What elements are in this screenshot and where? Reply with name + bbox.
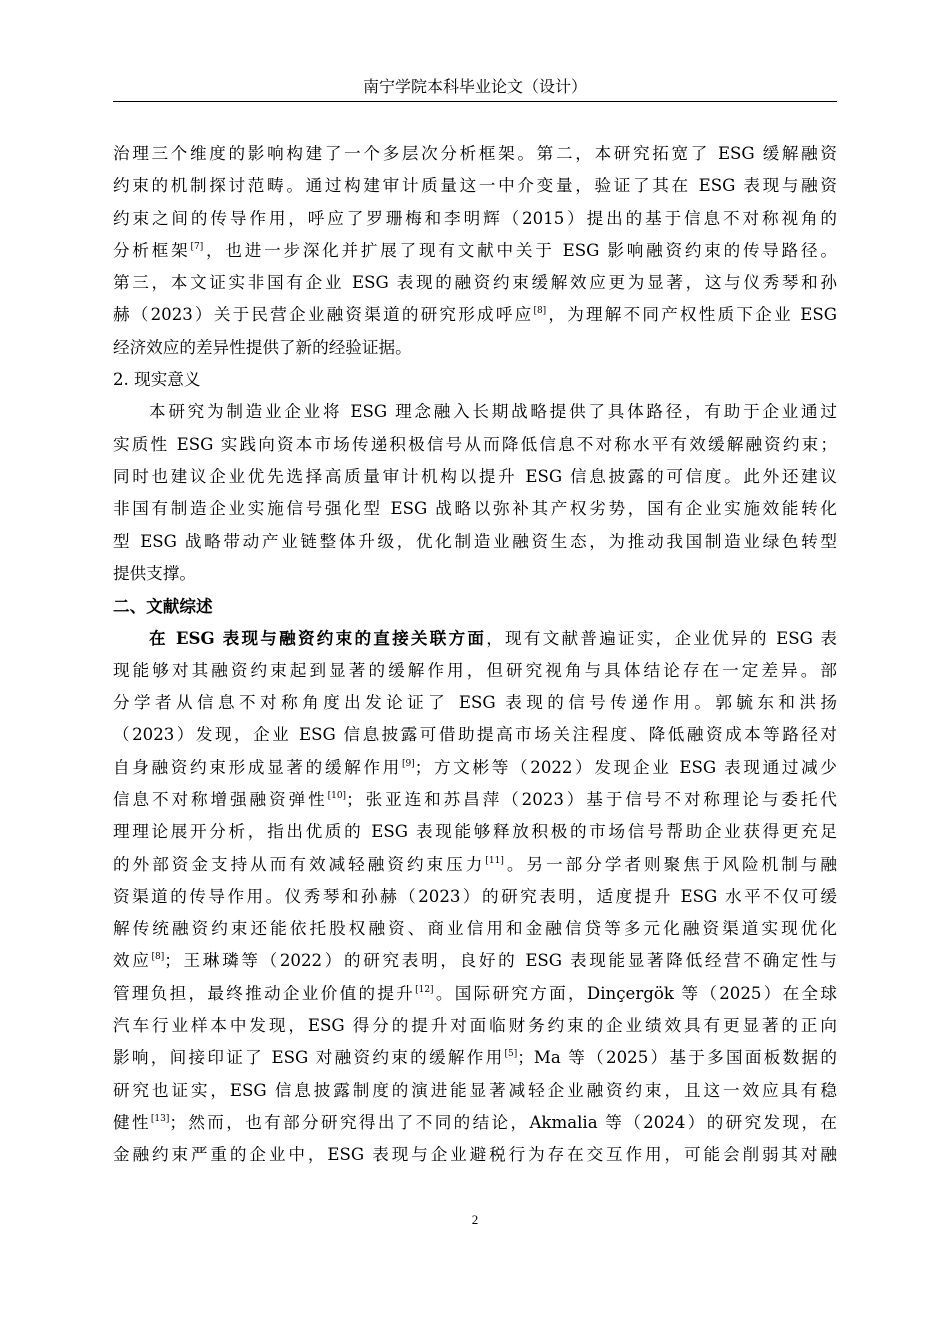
paragraph-line: 分析框架[7]，也进一步深化并扩展了现有文献中关于 ESG 影响融资约束的传导路径。 xyxy=(113,240,837,260)
citation-ref: [13] xyxy=(150,1113,170,1124)
paragraph-line: 本研究为制造业企业将 ESG 理念融入长期战略提供了具体路径，有助于企业通过 xyxy=(149,402,837,422)
paragraph-line: 型 ESG 战略带动产业链整体升级，优化制造业融资生态，为推动我国制造业绿色转型 xyxy=(113,531,837,551)
citation-ref: [9] xyxy=(401,758,415,769)
paragraph-line: 提供支撑。 xyxy=(113,563,196,583)
paragraph-line: 赫（2023）关于民营企业融资渠道的研究形成呼应[8]，为理解不同产权性质下企业 ESG xyxy=(113,305,838,325)
paragraph-line: 经济效应的差异性提供了新的经验证据。 xyxy=(113,337,412,357)
paragraph-line: 金融约束严重的企业中，ESG 表现与企业避税行为存在交互作用，可能会削弱其对融 xyxy=(113,1145,837,1165)
paragraph-line: 约束之间的传导作用，呼应了罗珊梅和李明辉（2015）提出的基于信息不对称视角的 xyxy=(113,208,837,228)
page-number: 2 xyxy=(471,1212,479,1227)
paragraph-line: 约束的机制探讨范畴。通过构建审计质量这一中介变量，验证了其在 ESG 表现与融资 xyxy=(113,176,837,196)
citation-ref: [8] xyxy=(151,952,165,963)
paragraph-line: 解传统融资约束还能依托股权融资、商业信用和金融信贷等多元化融资渠道实现优化 xyxy=(113,919,837,939)
running-header: 南宁学院本科毕业论文（设计） xyxy=(362,77,587,96)
paragraph-line: 健性[13]；然而，也有部分研究得出了不同的结论，Akmalia 等（2024）的研究发现，在 xyxy=(113,1112,837,1132)
citation-ref: [5] xyxy=(504,1049,518,1060)
document-body xyxy=(113,138,837,1172)
paragraph-line: 非国有制造企业实施信号强化型 ESG 战略以弥补其产权劣势，国有企业实施效能转化 xyxy=(113,499,837,519)
header-rule xyxy=(113,101,837,102)
paragraph-line: 理理论展开分析，指出优质的 ESG 表现能够释放积极的市场信号帮助企业获得更充足 xyxy=(113,822,837,842)
paragraph-line: 管理负担，最终推动企业价值的提升[12]。国际研究方面，Dinçergök 等（2025）在全球 xyxy=(113,983,837,1003)
paragraph-line: 效应[8]；王琳璘等（2022）的研究表明，良好的 ESG 表现能显著降低经营不确定性与 xyxy=(113,951,838,971)
paragraph-line: 现能够对其融资约束起到显著的缓解作用，但研究视角与具体结论存在一定差异。部 xyxy=(113,660,837,680)
citation-ref: [7] xyxy=(190,241,204,252)
section-heading: 二、文献综述 xyxy=(113,596,213,617)
paragraph-line: 汽车行业样本中发现，ESG 得分的提升对面临财务约束的企业绩效具有更显著的正向 xyxy=(113,1016,837,1036)
paragraph-line: 的外部资金支持从而有效减轻融资约束压力[11]。另一部分学者则聚焦于风险机制与融 xyxy=(113,854,838,874)
paragraph-line: 分学者从信息不对称角度出发论证了 ESG 表现的信号传递作用。郭毓东和洪扬 xyxy=(113,693,837,713)
paragraph-line: 实质性 ESG 实践向资本市场传递积极信号从而降低信息不对称水平有效缓解融资约束； xyxy=(113,434,837,454)
paragraph-line: 第三，本文证实非国有企业 ESG 表现的融资约束缓解效应更为显著，这与仪秀琴和孙 xyxy=(113,273,837,293)
section-subheading: 2. 现实意义 xyxy=(113,370,201,390)
paragraph-line: 资渠道的传导作用。仪秀琴和孙赫（2023）的研究表明，适度提升 ESG 水平不仅可缓 xyxy=(113,886,837,906)
paragraph-line: 自身融资约束形成显著的缓解作用[9]；方文彬等（2022）发现企业 ESG 表现通过减少 xyxy=(113,757,838,777)
citation-ref: [11] xyxy=(485,855,504,866)
citation-ref: [10] xyxy=(327,790,347,801)
paragraph-line: 在 ESG 表现与融资约束的直接关联方面，现有文献普遍证实，企业优异的 ESG 表 xyxy=(149,628,837,649)
paragraph-line: 研究也证实，ESG 信息披露制度的演进能显著减轻企业融资约束，且这一效应具有稳 xyxy=(113,1080,837,1100)
paragraph-line: 同时也建议企业优先选择高质量审计机构以提升 ESG 信息披露的可信度。此外还建议 xyxy=(113,466,837,486)
paragraph-line: 信息不对称增强融资弹性[10]；张亚连和苏昌萍（2023）基于信号不对称理论与委托代 xyxy=(113,789,837,809)
paragraph-line: 治理三个维度的影响构建了一个多层次分析框架。第二，本研究拓宽了 ESG 缓解融资 xyxy=(113,144,837,163)
citation-ref: [8] xyxy=(533,306,547,317)
paragraph-line: 影响，间接印证了 ESG 对融资约束的缓解作用[5]；Ma 等（2025）基于多国面板数据的 xyxy=(113,1048,837,1068)
citation-ref: [12] xyxy=(415,984,434,995)
bold-lead-phrase: 在 ESG 表现与融资约束的直接关联方面 xyxy=(149,628,487,649)
paragraph-line: （2023）发现，企业 ESG 信息披露可借助提高市场关注程度、降低融资成本等路径对 xyxy=(113,725,837,745)
